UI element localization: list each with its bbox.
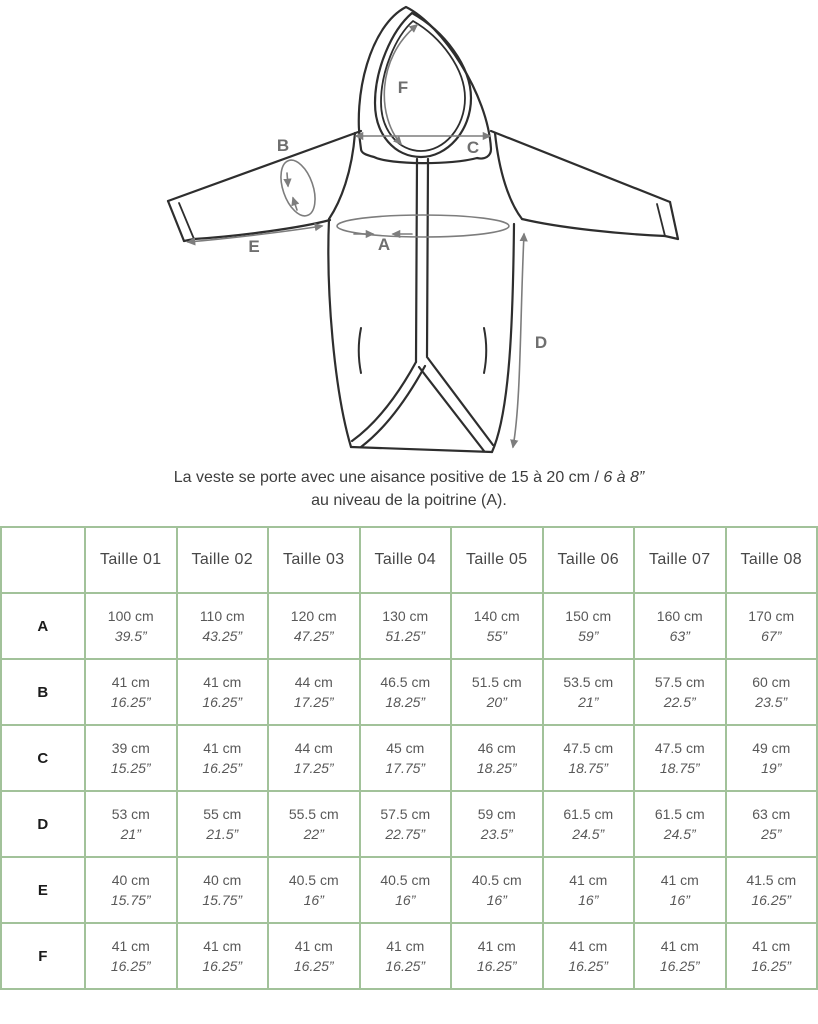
- measure-row-A: [1, 593, 817, 659]
- ease-note-italic: 6 à 8”: [603, 469, 645, 486]
- value-cm: 140 cm: [473, 608, 520, 624]
- ease-note-line2: au niveau de la poitrine (A).: [311, 492, 507, 509]
- corner-cell: [1, 527, 85, 593]
- value-inches: 18.75”: [568, 760, 609, 776]
- cell-B-taille-02: [177, 659, 269, 725]
- value-cm: 41 cm: [294, 938, 333, 954]
- value-cm: 100 cm: [107, 608, 154, 624]
- column-header-taille-07: Taille 07: [634, 527, 726, 593]
- value-cm: 47.5 cm: [563, 740, 614, 756]
- cell-E-taille-01: [85, 857, 177, 923]
- value-inches: 55”: [486, 628, 507, 644]
- value-cm: 47.5 cm: [654, 740, 705, 756]
- column-header-taille-02: Taille 02: [177, 527, 269, 593]
- cell-E-taille-03: [268, 857, 360, 923]
- row-label-A: A: [1, 593, 85, 659]
- value-cm: 40.5 cm: [380, 872, 431, 888]
- cell-D-taille-02: [177, 791, 269, 857]
- value-inches: 18.25”: [476, 760, 517, 776]
- value-cm: 45 cm: [386, 740, 425, 756]
- cell-B-taille-03: [268, 659, 360, 725]
- value-cm: 61.5 cm: [654, 806, 705, 822]
- value-cm: 40 cm: [111, 872, 150, 888]
- value-cm: 63 cm: [752, 806, 791, 822]
- cell-B-taille-07: [634, 659, 726, 725]
- cell-E-taille-04: [360, 857, 452, 923]
- cell-C-taille-05: [451, 725, 543, 791]
- value-inches: 63”: [669, 628, 690, 644]
- value-inches: 22.75”: [385, 826, 426, 842]
- value-inches: 16.25”: [110, 694, 151, 710]
- row-label-E: E: [1, 857, 85, 923]
- cell-A-taille-07: [634, 593, 726, 659]
- body-left-edge: [328, 219, 351, 447]
- measure-row-D: [1, 791, 817, 857]
- value-cm: 40 cm: [203, 872, 242, 888]
- right-cuff-inner: [657, 204, 665, 236]
- value-inches: 16”: [578, 892, 599, 908]
- cell-F-taille-04: [360, 923, 452, 989]
- value-inches: 18.75”: [659, 760, 700, 776]
- left-sleeve-underside: [194, 220, 330, 239]
- value-cm: 40.5 cm: [471, 872, 522, 888]
- value-cm: 53 cm: [111, 806, 150, 822]
- cell-C-taille-06: [543, 725, 635, 791]
- value-inches: 16.25”: [659, 958, 700, 974]
- size-table: [0, 526, 818, 990]
- cell-D-taille-07: [634, 791, 726, 857]
- value-inches: 21”: [578, 694, 599, 710]
- right-armhole: [495, 133, 522, 219]
- ease-note-line1: [174, 469, 645, 486]
- label-biceps: B: [276, 136, 290, 155]
- cell-D-taille-05: [451, 791, 543, 857]
- row-label-F: F: [1, 923, 85, 989]
- value-inches: 16.25”: [385, 958, 426, 974]
- value-inches: 16”: [395, 892, 416, 908]
- body-right-edge: [492, 224, 514, 452]
- header-row: [1, 527, 817, 593]
- v-left-outer: [352, 362, 416, 441]
- value-inches: 16.25”: [202, 694, 243, 710]
- cell-C-taille-04: [360, 725, 452, 791]
- value-inches: 17.25”: [293, 694, 334, 710]
- measure-row-C: [1, 725, 817, 791]
- value-cm: 130 cm: [382, 608, 429, 624]
- column-header-taille-04: Taille 04: [360, 527, 452, 593]
- right-sleeve-top: [491, 131, 670, 202]
- value-inches: 67”: [761, 628, 782, 644]
- value-inches: 43.25”: [202, 628, 243, 644]
- cell-A-taille-04: [360, 593, 452, 659]
- value-cm: 41 cm: [203, 938, 242, 954]
- left-armhole: [329, 133, 355, 219]
- value-inches: 21”: [120, 826, 141, 842]
- value-inches: 51.25”: [385, 628, 426, 644]
- value-cm: 41 cm: [111, 938, 150, 954]
- cell-C-taille-07: [634, 725, 726, 791]
- value-inches: 24.5”: [663, 826, 696, 842]
- jacket-line-drawing: [0, 0, 818, 462]
- value-cm: 44 cm: [294, 740, 333, 756]
- cell-A-taille-01: [85, 593, 177, 659]
- label-hood: F: [397, 78, 409, 97]
- value-inches: 47.25”: [293, 628, 334, 644]
- cell-F-taille-06: [543, 923, 635, 989]
- measure-row-B: [1, 659, 817, 725]
- value-inches: 16.25”: [110, 958, 151, 974]
- value-cm: 170 cm: [748, 608, 795, 624]
- value-inches: 15.75”: [110, 892, 151, 908]
- cell-C-taille-01: [85, 725, 177, 791]
- v-right-inner: [419, 367, 484, 451]
- value-cm: 41 cm: [386, 938, 425, 954]
- value-cm: 57.5 cm: [654, 674, 705, 690]
- value-inches: 16.25”: [751, 958, 792, 974]
- column-header-taille-06: Taille 06: [543, 527, 635, 593]
- biceps-ellipse: [274, 156, 321, 221]
- cell-E-taille-02: [177, 857, 269, 923]
- jacket-outline: [168, 7, 678, 452]
- value-inches: 16.25”: [751, 892, 792, 908]
- value-inches: 15.75”: [202, 892, 243, 908]
- cell-E-taille-08: [726, 857, 818, 923]
- value-cm: 41 cm: [660, 938, 699, 954]
- cell-D-taille-06: [543, 791, 635, 857]
- value-inches: 17.25”: [293, 760, 334, 776]
- cell-D-taille-03: [268, 791, 360, 857]
- zip-right: [427, 159, 428, 356]
- value-inches: 16.25”: [202, 958, 243, 974]
- cell-B-taille-08: [726, 659, 818, 725]
- cell-F-taille-03: [268, 923, 360, 989]
- cell-F-taille-05: [451, 923, 543, 989]
- cell-E-taille-07: [634, 857, 726, 923]
- value-inches: 16.25”: [568, 958, 609, 974]
- value-cm: 40.5 cm: [288, 872, 339, 888]
- v-left-inner: [361, 366, 425, 447]
- value-inches: 16”: [669, 892, 690, 908]
- value-inches: 22.5”: [663, 694, 696, 710]
- cell-F-taille-08: [726, 923, 818, 989]
- column-header-taille-01: Taille 01: [85, 527, 177, 593]
- value-inches: 23.5”: [755, 694, 788, 710]
- cell-B-taille-01: [85, 659, 177, 725]
- cell-A-taille-06: [543, 593, 635, 659]
- value-inches: 16.25”: [476, 958, 517, 974]
- value-cm: 53.5 cm: [563, 674, 614, 690]
- column-header-taille-08: Taille 08: [726, 527, 818, 593]
- cell-E-taille-06: [543, 857, 635, 923]
- value-inches: 18.25”: [385, 694, 426, 710]
- value-cm: 55 cm: [203, 806, 242, 822]
- biceps-arrow-down: [287, 173, 288, 186]
- value-inches: 24.5”: [572, 826, 605, 842]
- row-label-C: C: [1, 725, 85, 791]
- measure-row-F: [1, 923, 817, 989]
- cell-A-taille-03: [268, 593, 360, 659]
- cell-D-taille-08: [726, 791, 818, 857]
- right-cuff-bottom: [665, 236, 678, 239]
- value-inches: 25”: [761, 826, 782, 842]
- value-cm: 41 cm: [752, 938, 791, 954]
- row-label-D: D: [1, 791, 85, 857]
- value-cm: 41 cm: [477, 938, 516, 954]
- cell-B-taille-05: [451, 659, 543, 725]
- value-cm: 51.5 cm: [471, 674, 522, 690]
- cell-A-taille-05: [451, 593, 543, 659]
- value-inches: 21.5”: [206, 826, 239, 842]
- cell-C-taille-08: [726, 725, 818, 791]
- value-inches: 17.75”: [385, 760, 426, 776]
- column-header-taille-03: Taille 03: [268, 527, 360, 593]
- cell-A-taille-02: [177, 593, 269, 659]
- right-pocket-slit: [484, 328, 486, 373]
- cell-B-taille-04: [360, 659, 452, 725]
- cell-D-taille-01: [85, 791, 177, 857]
- value-cm: 49 cm: [752, 740, 791, 756]
- value-inches: 16.25”: [202, 760, 243, 776]
- measure-row-E: [1, 857, 817, 923]
- cell-C-taille-02: [177, 725, 269, 791]
- v-right-outer: [427, 357, 493, 445]
- value-cm: 160 cm: [656, 608, 703, 624]
- value-cm: 41 cm: [660, 872, 699, 888]
- ease-note: [0, 466, 818, 512]
- value-inches: 16”: [303, 892, 324, 908]
- value-cm: 41 cm: [569, 938, 608, 954]
- value-inches: 16”: [486, 892, 507, 908]
- right-cuff-outer: [670, 202, 678, 239]
- value-cm: 44 cm: [294, 674, 333, 690]
- biceps-arrow-up: [293, 198, 297, 210]
- cell-F-taille-02: [177, 923, 269, 989]
- value-cm: 60 cm: [752, 674, 791, 690]
- cell-B-taille-06: [543, 659, 635, 725]
- value-inches: 16.25”: [293, 958, 334, 974]
- label-sleeve: E: [248, 237, 260, 256]
- cell-F-taille-01: [85, 923, 177, 989]
- cell-E-taille-05: [451, 857, 543, 923]
- value-cm: 150 cm: [565, 608, 612, 624]
- column-header-taille-05: Taille 05: [451, 527, 543, 593]
- value-cm: 41 cm: [569, 872, 608, 888]
- left-cuff-bottom: [184, 239, 194, 241]
- value-cm: 39 cm: [111, 740, 150, 756]
- size-table-body: [1, 593, 817, 989]
- value-inches: 23.5”: [480, 826, 513, 842]
- value-inches: 39.5”: [114, 628, 147, 644]
- value-cm: 41 cm: [203, 674, 242, 690]
- cell-D-taille-04: [360, 791, 452, 857]
- value-cm: 41 cm: [203, 740, 242, 756]
- value-inches: 19”: [761, 760, 782, 776]
- label-length: D: [534, 333, 548, 352]
- value-inches: 22”: [303, 826, 324, 842]
- label-shoulder: C: [466, 138, 480, 157]
- label-chest: A: [377, 235, 391, 254]
- jacket-diagram: [0, 0, 818, 462]
- value-cm: 59 cm: [477, 806, 516, 822]
- value-cm: 46 cm: [477, 740, 516, 756]
- value-inches: 20”: [486, 694, 507, 710]
- value-cm: 57.5 cm: [380, 806, 431, 822]
- cell-F-taille-07: [634, 923, 726, 989]
- left-pocket-slit: [359, 328, 361, 373]
- right-sleeve-underside: [522, 219, 665, 236]
- value-inches: 15.25”: [110, 760, 151, 776]
- zip-left: [416, 159, 417, 362]
- body-length-arrow: [513, 234, 524, 447]
- value-cm: 61.5 cm: [563, 806, 614, 822]
- cell-C-taille-03: [268, 725, 360, 791]
- value-cm: 41.5 cm: [746, 872, 797, 888]
- cell-A-taille-08: [726, 593, 818, 659]
- value-cm: 55.5 cm: [288, 806, 339, 822]
- row-label-B: B: [1, 659, 85, 725]
- left-sleeve-top: [168, 131, 361, 201]
- value-cm: 120 cm: [290, 608, 337, 624]
- value-cm: 41 cm: [111, 674, 150, 690]
- hem: [351, 447, 492, 452]
- ease-note-regular: La veste se porte avec une aisance positive de 15 à 20 cm /: [173, 469, 604, 486]
- value-inches: 59”: [578, 628, 599, 644]
- value-cm: 46.5 cm: [380, 674, 431, 690]
- value-cm: 110 cm: [199, 608, 245, 624]
